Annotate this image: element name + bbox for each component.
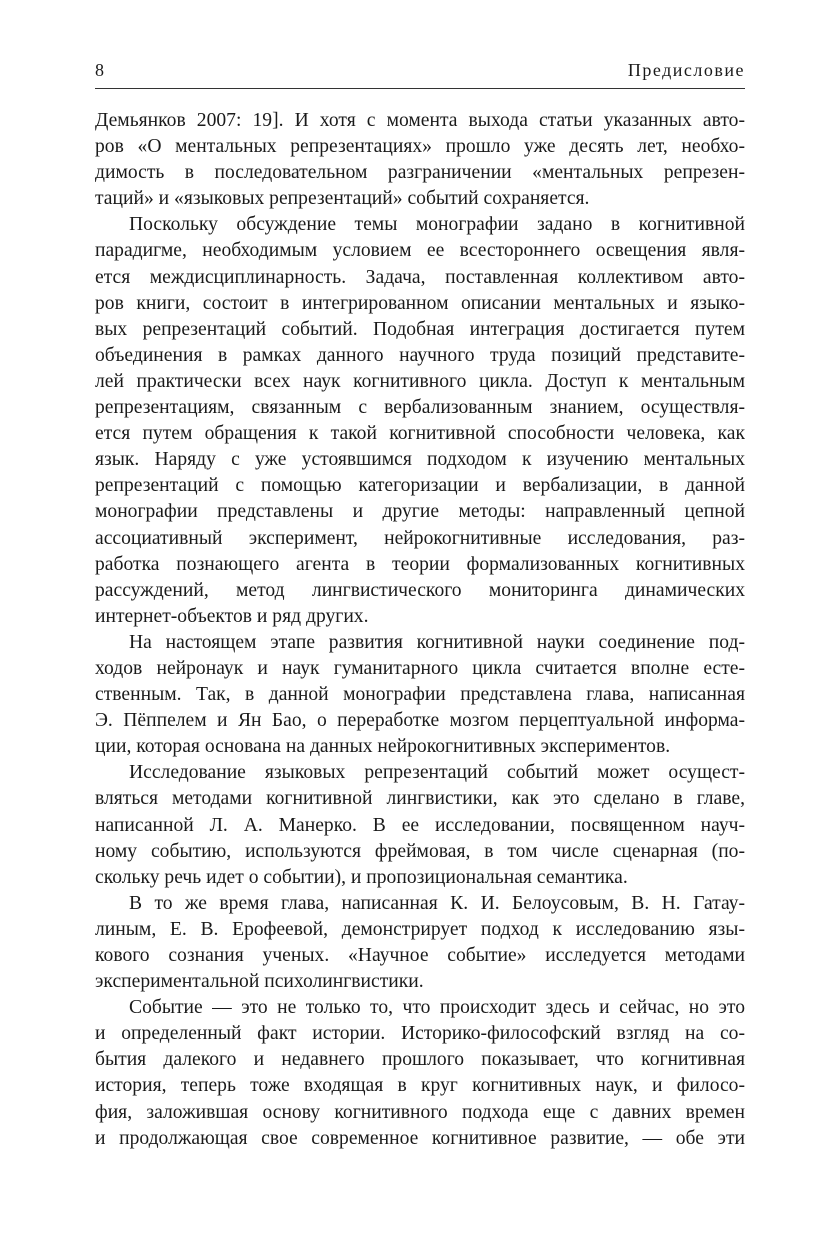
text-line: ров книги, состоит в интегрированном описании ментальных и языко- [95,292,745,314]
text-line: ственным. Так, в данной монографии представлена глава, написанная [95,684,745,706]
text-line: Демьянков 2007: 19]. И хотя с момента выхода статьи указанных авто- [95,110,745,131]
text-line: лей практически всех наук когнитивного цикла. Доступ к ментальным [95,370,745,392]
text-line: вых репрезентаций событий. Подобная интеграция достигается путем [95,318,745,340]
text-line: ции, которая основана на данных нейрокогнитивных экспериментов. [95,736,671,758]
paragraph [95,760,745,890]
paragraph [95,995,745,1152]
text-line: язык. Наряду с уже устоявшимся подходом к изучению ментальных [95,449,745,471]
paragraph [95,630,745,760]
text-line: димость в последовательном разграничении «ментальных репрезен- [95,162,745,184]
text-line: история, теперь тоже входящая в круг когнитивных наук, и филосо- [95,1075,745,1097]
text-line: Событие — это не только то, что происходит здесь и сейчас, но это [129,997,745,1019]
text-line: кового сознания ученых. «Научное событие» исследуется методами [95,945,745,966]
text-line: экспериментальной психолингвистики. [95,971,424,993]
text-line: репрезентациям, связанным с вербализованным знанием, осуществля- [95,397,745,419]
text-line: фия, заложившая основу когнитивного подхода еще с давних времен [95,1101,745,1123]
text-line: и продолжающая свое современное когнитивное развитие, — обе эти [95,1127,745,1149]
text-line: рассуждений, метод лингвистического мониторинга динамических [95,579,745,601]
text-line: ется путем обращения к такой когнитивной способности человека, как [95,423,745,445]
paragraph [95,891,745,995]
text-line: репрезентаций с помощью категоризации и вербализации, в данной [95,475,745,497]
text-line: В то же время глава, написанная К. И. Белоусовым, В. Н. Гатау- [129,892,745,914]
text-line: ров «О ментальных репрезентациях» прошло уже десять лет, необхо- [95,136,745,158]
text-line: Исследование языковых репрезентаций событий может осущест- [129,762,745,784]
book-page [95,58,745,1152]
text-line: скольку речь идет о событии), и пропозициональная семантика. [95,866,628,888]
text-line: монографии представлены и другие методы: направленный цепной [95,501,745,523]
running-title: Предисловие [627,60,745,80]
text-line: ному событию, используются фреймовая, в том числе сценарная (по- [95,840,745,862]
text-line: написанной Л. А. Манерко. В ее исследовании, посвященном науч- [95,814,745,836]
paragraph [95,108,745,212]
text-line: линым, Е. В. Ерофеевой, демонстрирует подход к исследованию язы- [95,918,745,940]
text-line: Э. Пёппелем и Ян Бао, о переработке мозгом перцептуальной информа- [95,710,745,732]
text-line: таций» и «языковых репрезентаций» событий сохраняется. [95,188,590,210]
text-line: парадигме, необходимым условием ее всестороннего освещения явля- [95,240,745,262]
text-line: объединения в рамках данного научного труда позиций представите- [95,344,745,366]
text-line: интернет-объектов и ряд других. [95,605,369,627]
text-line: На настоящем этапе развития когнитивной науки соединение под- [129,631,745,653]
page-number: 8 [95,60,104,80]
running-head [95,58,745,89]
body-text [95,108,745,1152]
text-line: ется междисциплинарность. Задача, поставленная коллективом авто- [95,266,745,288]
paragraph [95,212,745,630]
text-line: ходов нейронаук и наук гуманитарного цикла считается вполне есте- [95,657,745,679]
text-line: вляться методами когнитивной лингвистики, как это сделано в главе, [95,788,745,810]
text-line: ассоциативный эксперимент, нейрокогнитивные исследования, раз- [95,527,745,549]
text-line: и определенный факт истории. Историко-философский взгляд на со- [95,1023,745,1045]
text-line: Поскольку обсуждение темы монографии задано в когнитивной [129,214,745,236]
text-line: бытия далекого и недавнего прошлого показывает, что когнитивная [95,1049,745,1071]
text-line: работка познающего агента в теории формализованных когнитивных [95,553,745,575]
